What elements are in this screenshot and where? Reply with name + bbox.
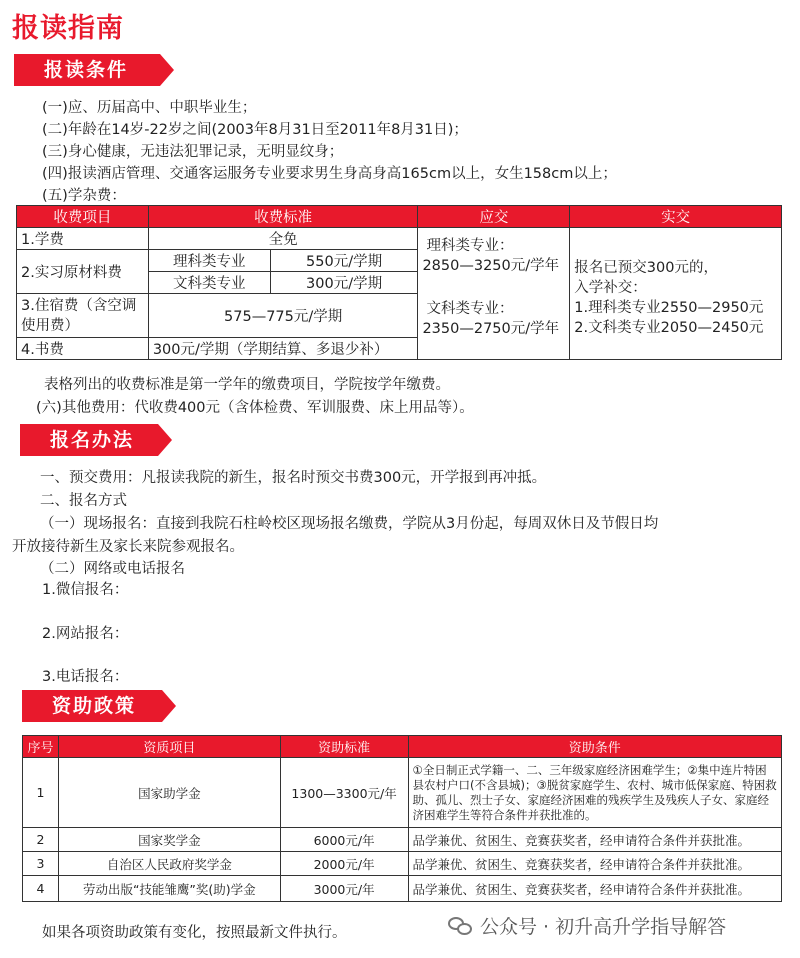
aid-row-no: 1 [23,758,59,828]
aid-row-amount: 2000元/年 [280,852,408,876]
due-sci-label: 理科类专业： [426,238,514,254]
fee-lodging-fee: 575—775元/学期 [148,294,418,338]
fee-table [16,205,782,360]
signup-line-3: （一）现场报名：直接到我院石柱岭校区现场报名缴费，学院从3月份起，每周双休日及节假日均 [40,516,659,532]
fee-sci-fee: 550元/学期 [270,250,418,272]
aid-header-item: 资质项目 [58,736,280,758]
aid-row-condition: 品学兼优、贫困生、竞赛获奖者，经申请符合条件并获批准。 [408,828,781,852]
fee-table-header [17,206,782,228]
signup-phone: 3.电话报名： [42,669,129,685]
aid-header-no: 序号 [23,736,59,758]
watermark-text: 公众号 · 初升高升学指导解答 [480,916,727,938]
aid-table-header [23,736,782,758]
aid-row-amount: 1300—3300元/年 [280,758,408,828]
fee-header-item: 收费项目 [17,206,149,228]
signup-line-4: 开放接待新生及家长来院参观报名。 [12,539,244,555]
section-signup-header: 报名办法 [20,424,158,456]
section-conditions-header: 报读条件 [14,54,160,86]
paid-line-1: 报名已预交300元的， [574,260,718,276]
aid-row-condition: ①全日制正式学籍一、二、三年级家庭经济困难学生；②集中连片特困县农村户口(不含县城)；③脱贫家庭学生、农村、城市低保家庭、特困救助、孤儿、烈士子女、家庭经济困难的残疾学生及残疾人子女、家庭经济困难学生等符合条件并获批准的。 [408,758,781,828]
aid-row-no: 3 [23,852,59,876]
fee-arts-fee: 300元/学期 [270,272,418,294]
aid-header-amount: 资助标准 [280,736,408,758]
wechat-icon [448,915,474,937]
signup-wechat: 1.微信报名： [42,582,129,598]
due-sci-value: 2850—3250元/学年 [422,258,560,274]
condition-5: (五)学杂费： [42,188,126,204]
section-aid-header: 资助政策 [22,690,162,722]
aid-row [23,758,782,828]
signup-line-2: 二、报名方式 [40,493,127,509]
fee-sci-label: 理科类专业 [148,250,270,272]
fee-header-standard: 收费标准 [148,206,418,228]
fee-due-cell [418,228,570,360]
signup-line-1: 一、预交费用：凡报读我院的新生，报名时预交书费300元，开学报到再冲抵。 [40,470,547,486]
fee-lodging-item: 3.住宿费（含空调使用费） [17,294,149,338]
aid-table [22,735,782,902]
paid-line-4: 2.文科类专业2050—2450元 [574,320,764,336]
fee-arts-label: 文科类专业 [148,272,270,294]
aid-row [23,876,782,902]
aid-header-condition: 资助条件 [408,736,781,758]
fee-paid-cell [570,228,782,360]
aid-row-item: 国家奖学金 [58,828,280,852]
due-arts-label: 文科类专业： [426,301,514,317]
fee-header-paid: 实交 [570,206,782,228]
aid-row-item: 劳动出版“技能雏鹰”奖(助)学金 [58,876,280,902]
fee-note-1: 表格列出的收费标准是第一学年的缴费项目，学院按学年缴费。 [44,377,450,393]
fee-tuition-item: 1.学费 [17,228,149,250]
aid-row-no: 2 [23,828,59,852]
aid-row-item: 自治区人民政府奖学金 [58,852,280,876]
paid-line-2: 入学补交： [574,280,647,296]
aid-row [23,852,782,876]
fee-books-item: 4.书费 [17,338,149,360]
watermark [448,912,726,939]
aid-row-condition: 品学兼优、贫困生、竞赛获奖者，经申请符合条件并获批准。 [408,852,781,876]
condition-4: (四)报读酒店管理、交通客运服务专业要求男生身高身高165cm以上，女生158cm以上； [42,166,617,182]
fee-books-fee: 300元/学期（学期结算、多退少补） [148,338,418,360]
fee-header-due: 应交 [418,206,570,228]
condition-1: (一)应、历届高中、中职毕业生； [42,100,257,116]
aid-row-item: 国家助学金 [58,758,280,828]
fee-materials-item: 2.实习原材料费 [17,250,149,294]
condition-2: (二)年龄在14岁-22岁之间(2003年8月31日至2011年8月31日)； [42,122,468,138]
signup-website: 2.网站报名： [42,626,129,642]
footer-note: 如果各项资助政策有变化，按照最新文件执行。 [42,925,347,941]
paid-line-3: 1.理科类专业2550—2950元 [574,300,764,316]
fee-tuition-std: 全免 [148,228,418,250]
page-title: 报读指南 [12,13,124,44]
aid-row-condition: 品学兼优、贫困生、竞赛获奖者，经申请符合条件并获批准。 [408,876,781,902]
aid-row-amount: 6000元/年 [280,828,408,852]
aid-row-amount: 3000元/年 [280,876,408,902]
signup-line-5: （二）网络或电话报名 [40,561,185,577]
condition-3: (三)身心健康，无违法犯罪记录，无明显纹身； [42,144,344,160]
aid-row-no: 4 [23,876,59,902]
aid-row [23,828,782,852]
due-arts-value: 2350—2750元/学年 [422,321,560,337]
fee-note-2: (六)其他费用：代收费400元（含体检费、军训服费、床上用品等）。 [36,400,474,416]
